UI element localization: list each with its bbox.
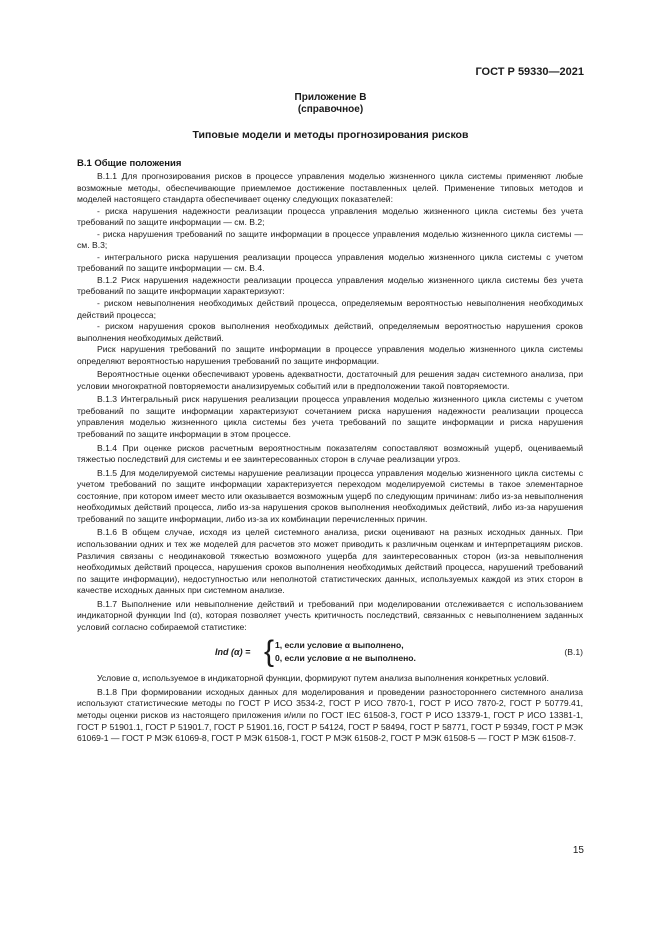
list-item: - риска нарушения требований по защите информации в процессе управления моделью жизненного цикла системы — см. В.3; [77, 228, 583, 251]
appendix-subtitle: (справочное) [297, 104, 364, 115]
paragraph: Риск нарушения требований по защите информации в процессе управления моделью жизненного цикла системы определяют вероятностью нарушения требований по защите информации. [77, 344, 583, 366]
paragraph: В.1.3 Интегральный риск нарушения реализации процесса управления моделью жизненного цикла системы с учетом требований по защите информации характеризуют сочетанием риска нарушения надежности реализации процесса управления моделью жизненного цикла системы без учета требований по защите информации и риска нарушения требований по защите информации в этом процессе. [77, 394, 583, 440]
paragraph: В.1.2 Риск нарушения надежности реализации процесса управления моделью жизненного цикла системы без учета требований по защите информации характеризуют: [77, 274, 583, 297]
list-item: - интегрального риска нарушения реализации процесса управления моделью жизненного цикла системы с учетом требований по защите информации — см. В.4. [77, 251, 583, 274]
paragraph: Условие α, используемое в индикаторной функции, формируют путем анализа выполнения конкретных условий. [97, 673, 549, 684]
paragraph: В.1.8 При формировании исходных данных для моделирования и проведении разностороннего системного анализа используют статистические методы по ГОСТ Р ИСО 3534-2, ГОСТ Р ИСО 7870-1, ГОСТ Р ИСО 7870-2, ГОСТ Р 50779.41, методы оценки рисков из настоящего приложения и/или по ГОСТ IEC 61508-3, ГОСТ Р ИСО 13379-1, ГОСТ Р ИСО 13381-1, ГОСТ Р 51901.1, ГОСТ Р 51901.7, ГОСТ Р 51901.16, ГОСТ Р 54124, ГОСТ Р 58494, ГОСТ Р 58771, ГОСТ Р 59349, ГОСТ Р МЭК 61069-1 — ГОСТ Р МЭК 61069-8, ГОСТ Р МЭК 61508-1, ГОСТ Р МЭК 61508-2, ГОСТ Р МЭК 61508-5 — ГОСТ Р МЭК 61508-7. [77, 686, 583, 744]
body-text [77, 171, 583, 745]
list-item: - риском невыполнения необходимых действий процесса, определяемым вероятностью невыполнения необходимых действий процесса; [77, 298, 583, 320]
paragraph: В.1.7 Выполнение или невыполнение действий и требований при моделировании отслеживается с использованием индикаторной функции Ind (α), которая позволяет учесть критичность последствий, связанных с невыполнением заданных условий согласно собираемой статистике: [77, 598, 583, 632]
appendix-title: Приложение В [294, 92, 367, 103]
formula-case-1: 1, если условие α выполнено, [275, 640, 404, 651]
section-heading: В.1 Общие положения [77, 158, 182, 169]
paragraph: Вероятностные оценки обеспечивают уровень адекватности, достаточный для решения задач системного анализа, при условии многократной повторяемости анализируемых событий или в предположении такой повторяемости. [77, 369, 583, 391]
formula-brace: { [264, 635, 275, 669]
paragraph: В.1.4 При оценке рисков расчетным вероятностным показателям сопоставляют возможный ущерб, оцениваемый тяжестью последствий для системы и ее заинтересованных сторон в случае реализации угроз. [77, 442, 583, 465]
appendix-main-title: Типовые модели и методы прогнозирования рисков [192, 129, 469, 141]
formula-case-2: 0, если условие α не выполнено. [275, 653, 416, 664]
paragraph: В.1.1 Для прогнозирования рисков в процессе управления моделью жизненного цикла системы применяют любые возможные методы, обеспечивающие приемлемое достижение поставленных целей. Применение типовых методов и моделей настоящего стандарта обеспечивает оценку следующих показателей: [77, 171, 583, 205]
formula-number: (В.1) [564, 647, 583, 658]
paragraph: В.1.6 В общем случае, исходя из целей системного анализа, риски оценивают на разных исходных данных. При использовании одних и тех же моделей для расчетов это может приводить к различным оценкам и интерпретациям рисков. Различия связаны с неодинаковой тяжестью возможного ущерба для заинтересованных сторон (из-за невыполнения необходимых действий процесса, нарушения сроков выполнения необходимых действий процесса, нарушений требований по защите информации), недоступностью или неполнотой статистических данных, используемых каждой из этих сторон в качестве исходных данных при системном анализе. [77, 527, 583, 596]
list-item: - риском нарушения сроков выполнения необходимых действий, определяемым вероятностью нарушения сроков выполнения необходимых действий. [77, 321, 583, 343]
list-item: - риска нарушения надежности реализации процесса управления моделью жизненного цикла системы без учета требований по защите информации — см. В.2; [77, 205, 583, 228]
document-code: ГОСТ Р 59330—2021 [475, 66, 584, 78]
formula-b1 [77, 635, 583, 669]
page-number: 15 [572, 845, 584, 856]
formula-lhs: Ind (α) = [215, 647, 251, 658]
paragraph: В.1.5 Для моделируемой системы нарушение реализации процесса управления моделью жизненного цикла системы с учетом требований по защите информации характеризуется переходом моделируемой системы в такое элементарное состояние, при котором имеет место или оказывается возможным ущерб по следующим причинам: либо из-за невыполнения необходимых действий процесса, либо из-за нарушения сроков выполнения необходимых действий, либо из-за нарушения требований по защите информации, либо из-за их комбинации перечисленных причин. [77, 467, 583, 524]
